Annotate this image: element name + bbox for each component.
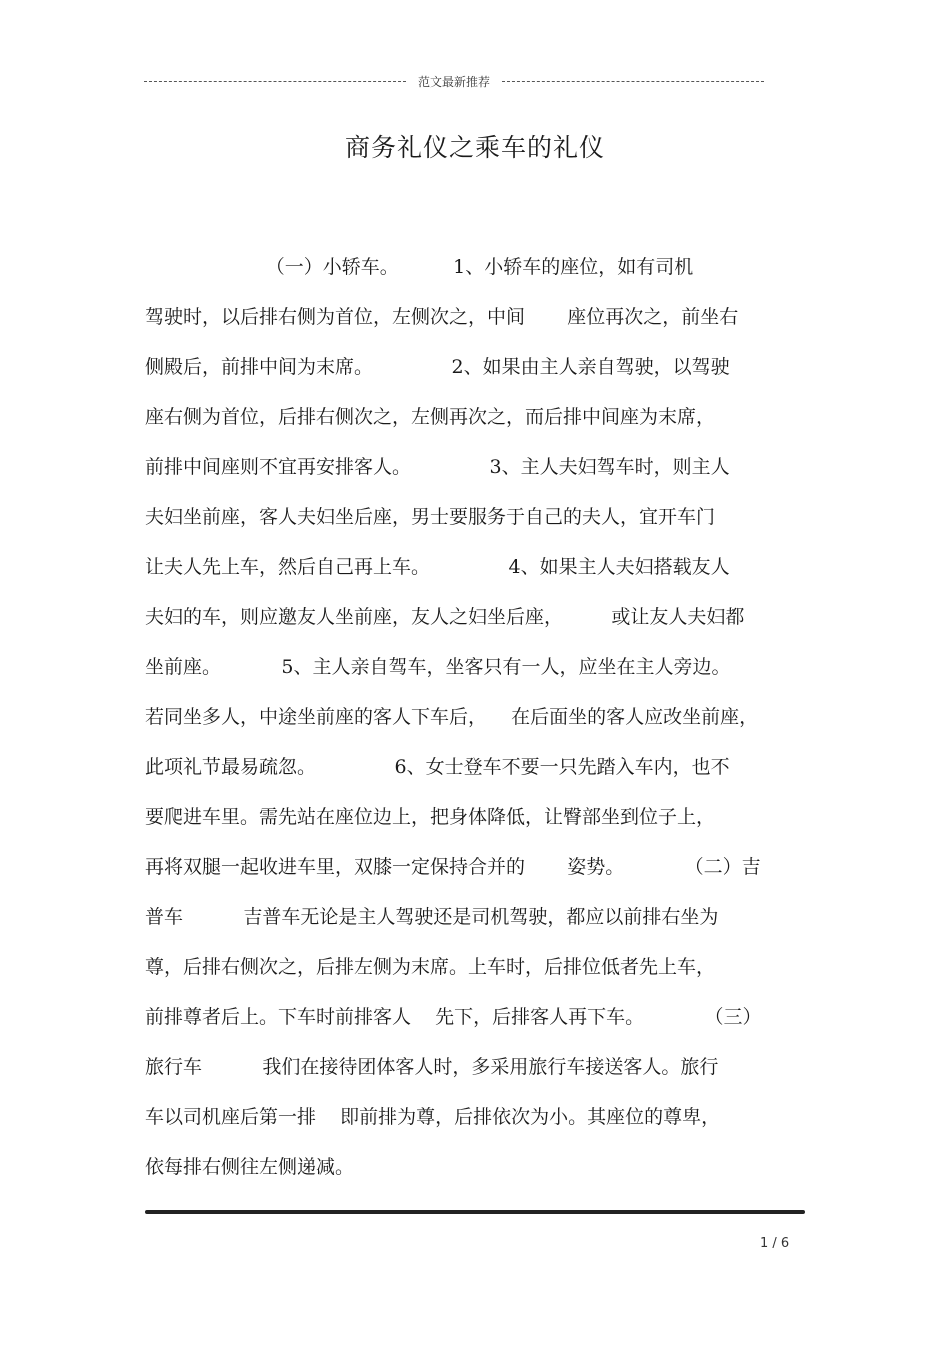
body-line: 普车 吉普车无论是主人驾驶还是司机驾驶，都应以前排右坐为 xyxy=(145,906,719,928)
header-dash-left xyxy=(144,81,406,82)
page-number: 1 / 6 xyxy=(760,1236,790,1251)
page-header xyxy=(144,72,764,90)
body-line: 坐前座。 5、主人亲自驾车，坐客只有一人，应坐在主人旁边。 xyxy=(145,656,731,678)
body-line: 若同坐多人，中途坐前座的客人下车后， 在后面坐的客人应改坐前座， xyxy=(145,706,759,728)
body-line: 让夫人先上车，然后自己再上车。 4、如果主人夫妇搭载友人 xyxy=(145,556,730,578)
body-line: 侧殿后，前排中间为末席。 2、如果由主人亲自驾驶，以驾驶 xyxy=(145,356,730,378)
body-line: 再将双腿一起收进车里，双膝一定保持合并的 姿势。 （二）吉 xyxy=(145,856,761,878)
body-line: 夫妇的车，则应邀友人坐前座，友人之妇坐后座， 或让友人夫妇都 xyxy=(145,606,745,628)
body-line: 尊，后排右侧次之，后排左侧为末席。上车时，后排位低者先上车， xyxy=(145,956,716,978)
header-dash-right xyxy=(502,81,764,82)
body-line: 要爬进车里。需先站在座位边上，把身体降低，让臀部坐到位子上， xyxy=(145,806,716,828)
body-line: 车以司机座后第一排 即前排为尊，后排依次为小。其座位的尊卑， xyxy=(145,1106,721,1128)
body-line: 夫妇坐前座，客人夫妇坐后座，男士要服务于自己的夫人，宜开车门 xyxy=(145,506,716,528)
footer-rule xyxy=(145,1210,805,1214)
body-line: 依每排右侧往左侧递减。 xyxy=(145,1156,355,1178)
document-body xyxy=(145,250,810,1200)
body-line: 前排中间座则不宜再安排客人。 3、主人夫妇驾车时，则主人 xyxy=(145,456,730,478)
body-line: 驾驶时，以后排右侧为首位，左侧次之，中间 座位再次之，前坐右 xyxy=(145,306,739,328)
body-line: 旅行车 我们在接待团体客人时，多采用旅行车接送客人。旅行 xyxy=(145,1056,719,1078)
body-line: 前排尊者后上。下车时前排客人 先下，后排客人再下车。 （三） xyxy=(145,1006,762,1028)
header-text: 范文最新推荐 xyxy=(418,74,491,89)
document-title: 商务礼仪之乘车的礼仪 xyxy=(344,133,605,162)
body-line: 此项礼节最易疏忽。 6、女士登车不要一只先踏入车内，也不 xyxy=(145,756,730,778)
body-line: 座右侧为首位，后排右侧次之，左侧再次之，而后排中间座为末席， xyxy=(145,406,716,428)
body-line: （一）小轿车。 1、小轿车的座位，如有司机 xyxy=(145,256,694,278)
